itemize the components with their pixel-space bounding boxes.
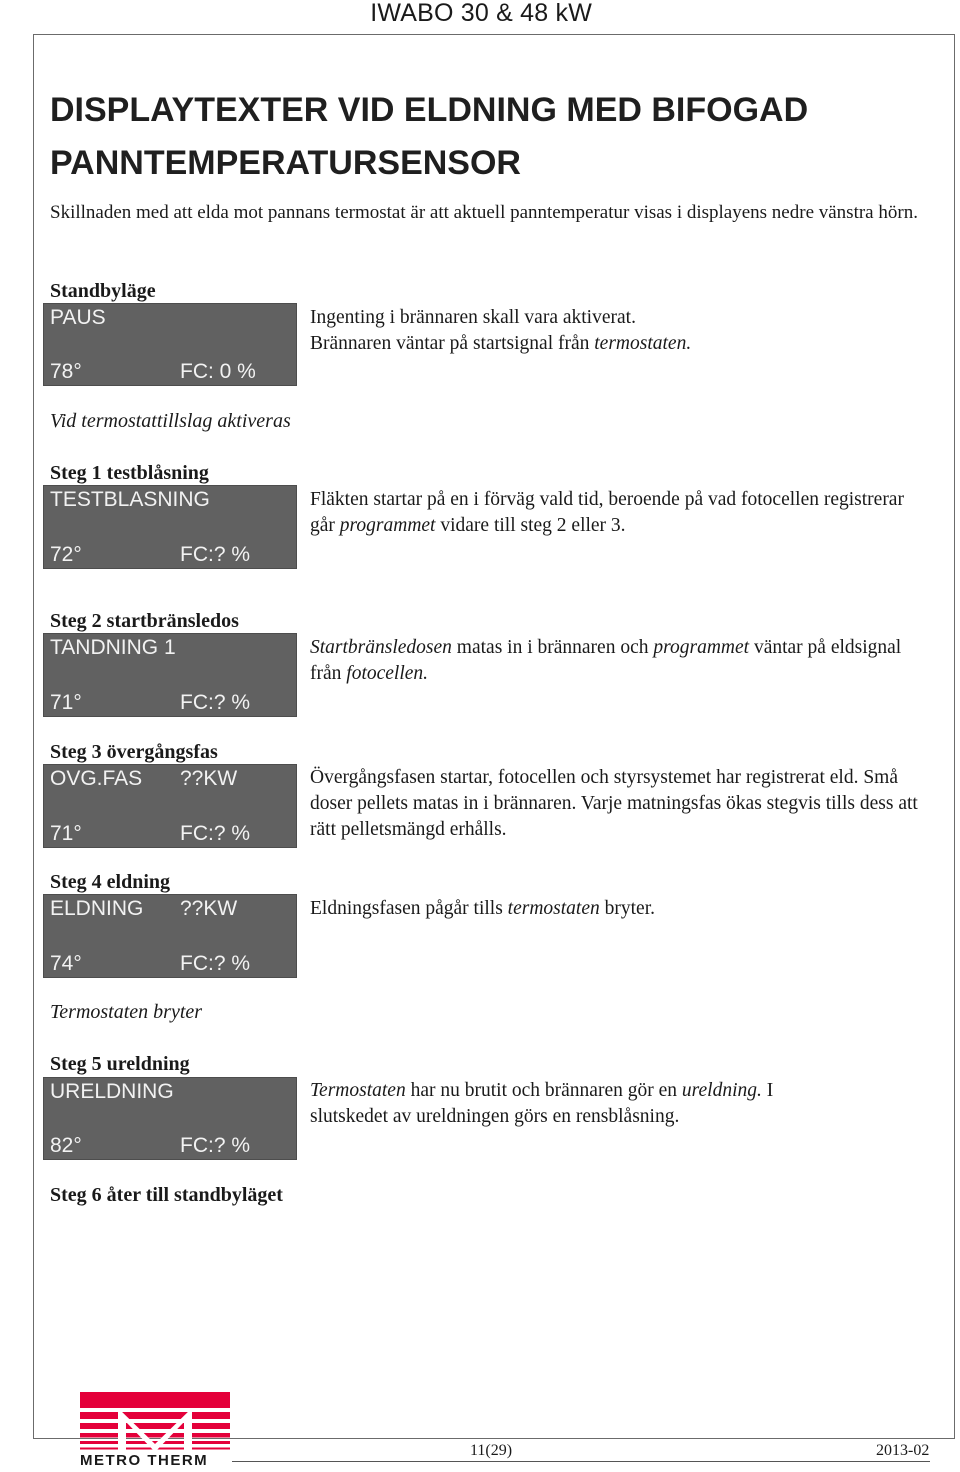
display-fc: FC:? %	[180, 952, 251, 975]
display-line1: TESTBLASNING	[50, 488, 210, 511]
display-step2	[43, 633, 297, 717]
display-temperature: 71°	[50, 822, 82, 845]
display-fc: FC:? %	[180, 543, 251, 566]
description-text: Brännaren väntar på startsignal från	[310, 333, 595, 354]
document-title: IWABO 30 & 48 kW	[370, 0, 592, 27]
display-temperature: 71°	[50, 691, 82, 714]
description-text: Fläkten startar på en i förväg vald tid, beroende på vad fotocellen registrerar går	[310, 489, 904, 536]
description-step4	[310, 896, 940, 922]
description-text: vidare till steg 2 eller 3.	[435, 515, 626, 536]
display-power: ??KW	[180, 767, 238, 790]
page-date: 2013-02	[876, 1442, 930, 1459]
thermostat-off-label: Termostaten bryter	[50, 1001, 203, 1023]
section-label-step4: Steg 4 eldning	[50, 871, 171, 893]
section-label-step3: Steg 3 övergångsfas	[50, 741, 218, 763]
description-step2	[310, 635, 920, 687]
description-standby	[310, 305, 750, 357]
display-fc: FC: 0 %	[180, 360, 256, 383]
description-text: Ingenting i brännaren skall vara aktiverat.	[310, 307, 636, 328]
display-fc: FC:? %	[180, 1134, 251, 1157]
section-label-step1: Steg 1 testblåsning	[50, 462, 209, 484]
display-line1	[50, 766, 238, 792]
emphasis-text: termostaten.	[594, 333, 692, 354]
section-label-step5: Steg 5 ureldning	[50, 1053, 190, 1075]
display-step5	[43, 1077, 297, 1160]
display-line1: URELDNING	[50, 1080, 174, 1103]
emphasis-text: termostaten	[507, 898, 600, 919]
description-text: matas in i brännaren och	[451, 637, 654, 658]
page-frame	[33, 34, 955, 1439]
display-line1	[50, 896, 238, 922]
section-label-step6: Steg 6 åter till standbyläget	[50, 1184, 283, 1206]
footer-divider	[232, 1461, 930, 1462]
display-temperature: 82°	[50, 1134, 82, 1157]
description-text: väntar på eldsignal från	[310, 637, 902, 684]
display-line1: PAUS	[50, 306, 106, 329]
description-step1	[310, 487, 920, 539]
section-label-standby: Standbyläge	[50, 280, 156, 302]
emphasis-text: programmet	[339, 515, 436, 536]
page-heading: DISPLAYTEXTER VID ELDNING MED BIFOGAD PANNTEMPERATURSENSOR	[50, 91, 809, 182]
description-step3	[310, 765, 935, 843]
display-step4	[43, 894, 297, 978]
intro-text: Skillnaden med att elda mot pannans termostat är att aktuell panntemperatur visas i displayens nedre vänstra hörn.	[50, 202, 918, 223]
description-text: har nu brutit och brännaren gör en	[405, 1080, 682, 1101]
emphasis-text: Startbränsledosen	[310, 637, 452, 658]
description-step5	[310, 1078, 830, 1130]
section-label-step2: Steg 2 startbränsledos	[50, 610, 239, 632]
display-standby	[43, 303, 297, 386]
display-temperature: 78°	[50, 360, 82, 383]
emphasis-text: ureldning.	[681, 1080, 762, 1101]
emphasis-text: programmet	[653, 637, 750, 658]
description-text: Övergångsfasen startar, fotocellen och styrsystemet har registrerat eld. Små doser pellets matas in i brännaren. Varje matningsfas ökas stegvis tills dess att rätt pelletsmängd erhålls.	[310, 767, 918, 840]
logo-text: METRO THERM	[80, 1452, 209, 1469]
display-step3	[43, 764, 297, 848]
thermostat-on-label: Vid termostattillslag aktiveras	[50, 410, 291, 432]
display-temperature: 72°	[50, 543, 82, 566]
display-mode: ELDNING	[50, 897, 144, 920]
display-line1: TANDNING 1	[50, 636, 176, 659]
emphasis-text: fotocellen.	[346, 663, 429, 684]
emphasis-text: Termostaten	[310, 1080, 406, 1101]
display-temperature: 74°	[50, 952, 82, 975]
page-number: 11(29)	[470, 1442, 513, 1459]
display-power: ??KW	[180, 897, 238, 920]
logo-mark	[80, 1392, 230, 1452]
description-text: I slutskedet av ureldningen görs en rensblåsning.	[310, 1080, 774, 1127]
display-mode: OVG.FAS	[50, 767, 143, 790]
description-text: Eldningsfasen pågår tills	[310, 898, 508, 919]
description-text: bryter.	[599, 898, 655, 919]
display-fc: FC:? %	[180, 822, 251, 845]
display-step1	[43, 485, 297, 569]
display-fc: FC:? %	[180, 691, 251, 714]
